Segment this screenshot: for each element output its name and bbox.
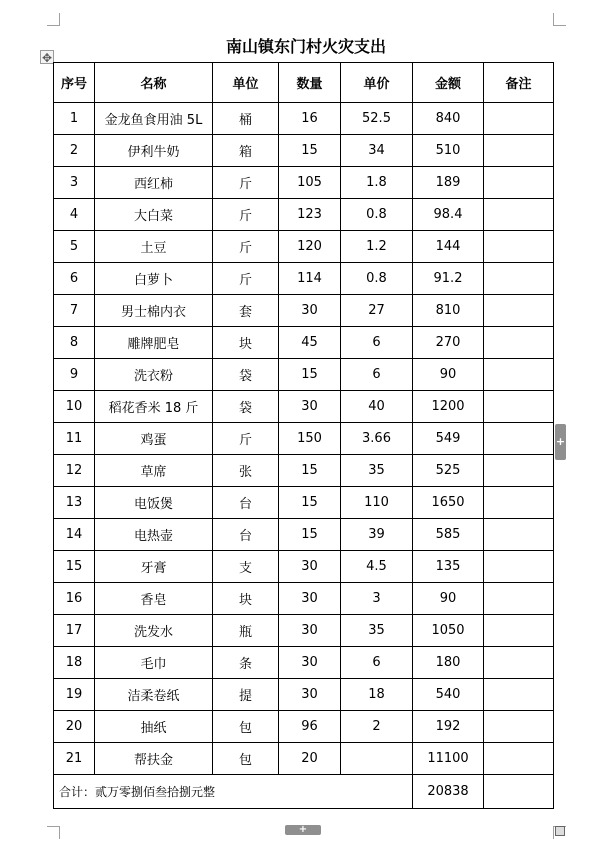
table-row [54,487,554,519]
cell-qty: 15 [279,359,341,391]
cell-unit: 条 [213,647,279,679]
cell-no: 14 [54,519,95,551]
cell-unit: 斤 [213,231,279,263]
cell-no: 19 [54,679,95,711]
cell-name: 洗发水 [95,615,213,647]
cell-price: 1.2 [341,231,413,263]
table-row [54,519,554,551]
add-column-plus-icon[interactable]: + [555,424,566,460]
cell-price: 1.8 [341,167,413,199]
cell-no: 16 [54,583,95,615]
cell-qty: 30 [279,647,341,679]
add-row-plus-icon[interactable]: + [285,825,321,835]
cell-price: 110 [341,487,413,519]
cell-no: 4 [54,199,95,231]
cell-qty: 96 [279,711,341,743]
cell-name: 香皂 [95,583,213,615]
table-row [54,167,554,199]
cell-qty: 30 [279,391,341,423]
cell-qty: 15 [279,135,341,167]
table-row [54,295,554,327]
cell-unit: 台 [213,519,279,551]
cell-amount: 270 [413,327,484,359]
header-unit: 单位 [213,63,279,103]
cell-note [484,263,554,295]
cell-note [484,647,554,679]
cell-qty: 30 [279,295,341,327]
cell-no: 21 [54,743,95,775]
header-note: 备注 [484,63,554,103]
cell-no: 6 [54,263,95,295]
cell-unit: 瓶 [213,615,279,647]
cell-price: 6 [341,359,413,391]
cell-qty: 15 [279,487,341,519]
cell-note [484,551,554,583]
cell-unit: 支 [213,551,279,583]
table-row [54,231,554,263]
cell-no: 15 [54,551,95,583]
cell-note [484,487,554,519]
cell-note [484,583,554,615]
cell-name: 大白菜 [95,199,213,231]
cell-unit: 箱 [213,135,279,167]
cell-qty: 20 [279,743,341,775]
cell-amount: 840 [413,103,484,135]
cell-price: 52.5 [341,103,413,135]
header-amount: 金额 [413,63,484,103]
cell-price: 0.8 [341,199,413,231]
table-row [54,583,554,615]
cell-name: 金龙鱼食用油 5L [95,103,213,135]
cell-price: 35 [341,615,413,647]
cell-name: 稻花香米 18 斤 [95,391,213,423]
table-row [54,135,554,167]
table-row [54,391,554,423]
cell-note [484,519,554,551]
cell-note [484,103,554,135]
cell-qty: 150 [279,423,341,455]
cell-no: 12 [54,455,95,487]
cell-qty: 30 [279,679,341,711]
cell-no: 1 [54,103,95,135]
cell-name: 电饭煲 [95,487,213,519]
cell-price [341,743,413,775]
cell-no: 18 [54,647,95,679]
cell-price: 35 [341,455,413,487]
margin-corner-bottom-left [47,826,60,839]
cell-amount: 1650 [413,487,484,519]
table-resize-icon[interactable] [555,826,565,836]
cell-unit: 袋 [213,359,279,391]
table-row [54,743,554,775]
cell-note [484,743,554,775]
cell-amount: 810 [413,295,484,327]
cell-unit: 包 [213,743,279,775]
cell-unit: 斤 [213,199,279,231]
cell-qty: 114 [279,263,341,295]
cell-qty: 123 [279,199,341,231]
cell-qty: 15 [279,455,341,487]
cell-price: 2 [341,711,413,743]
cell-no: 8 [54,327,95,359]
table-row [54,327,554,359]
cell-note [484,327,554,359]
cell-unit: 块 [213,583,279,615]
header-row [54,63,554,103]
cell-note [484,295,554,327]
cell-amount: 11100 [413,743,484,775]
table-row [54,423,554,455]
cell-qty: 15 [279,519,341,551]
cell-unit: 斤 [213,423,279,455]
cell-no: 5 [54,231,95,263]
cell-amount: 189 [413,167,484,199]
margin-corner-top-left [47,13,60,26]
cell-amount: 91.2 [413,263,484,295]
cell-qty: 105 [279,167,341,199]
cell-no: 7 [54,295,95,327]
cell-unit: 包 [213,711,279,743]
cell-amount: 1200 [413,391,484,423]
cell-price: 39 [341,519,413,551]
cell-no: 13 [54,487,95,519]
cell-qty: 30 [279,583,341,615]
cell-qty: 30 [279,551,341,583]
cell-name: 白萝卜 [95,263,213,295]
cell-name: 毛巾 [95,647,213,679]
cell-note [484,679,554,711]
cell-name: 洁柔卷纸 [95,679,213,711]
cell-price: 6 [341,327,413,359]
header-no: 序号 [54,63,95,103]
cell-price: 4.5 [341,551,413,583]
cell-unit: 块 [213,327,279,359]
table-row [54,455,554,487]
cell-name: 伊利牛奶 [95,135,213,167]
cell-amount: 525 [413,455,484,487]
margin-corner-top-right [553,13,566,26]
cell-price: 27 [341,295,413,327]
header-name: 名称 [95,63,213,103]
table-row [54,647,554,679]
cell-unit: 斤 [213,167,279,199]
cell-amount: 144 [413,231,484,263]
cell-qty: 45 [279,327,341,359]
cell-no: 9 [54,359,95,391]
table-row [54,359,554,391]
cell-note [484,391,554,423]
cell-note [484,423,554,455]
table-row [54,263,554,295]
cell-qty: 30 [279,615,341,647]
cell-price: 34 [341,135,413,167]
cell-name: 草席 [95,455,213,487]
cell-name: 电热壶 [95,519,213,551]
cell-price: 3.66 [341,423,413,455]
cell-no: 17 [54,615,95,647]
cell-price: 18 [341,679,413,711]
cell-note [484,455,554,487]
cell-name: 鸡蛋 [95,423,213,455]
table-row [54,711,554,743]
cell-name: 西红柿 [95,167,213,199]
cell-amount: 549 [413,423,484,455]
cell-unit: 袋 [213,391,279,423]
cell-note [484,231,554,263]
total-note [484,775,554,809]
cell-no: 2 [54,135,95,167]
table-row [54,199,554,231]
cell-price: 0.8 [341,263,413,295]
table-row [54,615,554,647]
cell-no: 11 [54,423,95,455]
cell-name: 雕牌肥皂 [95,327,213,359]
cell-amount: 540 [413,679,484,711]
cell-unit: 提 [213,679,279,711]
document-title: 南山镇东门村火灾支出 [225,37,386,56]
cell-name: 土豆 [95,231,213,263]
cell-name: 洗衣粉 [95,359,213,391]
table-move-icon[interactable]: ✥ [41,51,53,65]
total-label: 合计：贰万零捌佰叁拾捌元整 [54,775,413,809]
cell-amount: 98.4 [413,199,484,231]
cell-amount: 135 [413,551,484,583]
cell-unit: 斤 [213,263,279,295]
cell-unit: 张 [213,455,279,487]
cell-note [484,135,554,167]
table-row [54,551,554,583]
cell-qty: 16 [279,103,341,135]
cell-no: 10 [54,391,95,423]
cell-note [484,615,554,647]
cell-note [484,199,554,231]
cell-name: 帮扶金 [95,743,213,775]
cell-name: 抽纸 [95,711,213,743]
total-row [54,775,554,809]
header-price: 单价 [341,63,413,103]
cell-unit: 台 [213,487,279,519]
cell-note [484,711,554,743]
cell-unit: 桶 [213,103,279,135]
cell-no: 3 [54,167,95,199]
cell-price: 6 [341,647,413,679]
cell-note [484,167,554,199]
cell-qty: 120 [279,231,341,263]
cell-unit: 套 [213,295,279,327]
cell-note [484,359,554,391]
table-row [54,679,554,711]
cell-amount: 90 [413,583,484,615]
cell-amount: 192 [413,711,484,743]
expense-table [53,62,554,809]
cell-name: 男士棉内衣 [95,295,213,327]
cell-price: 3 [341,583,413,615]
cell-price: 40 [341,391,413,423]
cell-amount: 510 [413,135,484,167]
cell-amount: 90 [413,359,484,391]
table-row [54,103,554,135]
cell-name: 牙膏 [95,551,213,583]
cell-amount: 1050 [413,615,484,647]
total-amount: 20838 [413,775,484,809]
cell-amount: 180 [413,647,484,679]
cell-amount: 585 [413,519,484,551]
header-qty: 数量 [279,63,341,103]
cell-no: 20 [54,711,95,743]
